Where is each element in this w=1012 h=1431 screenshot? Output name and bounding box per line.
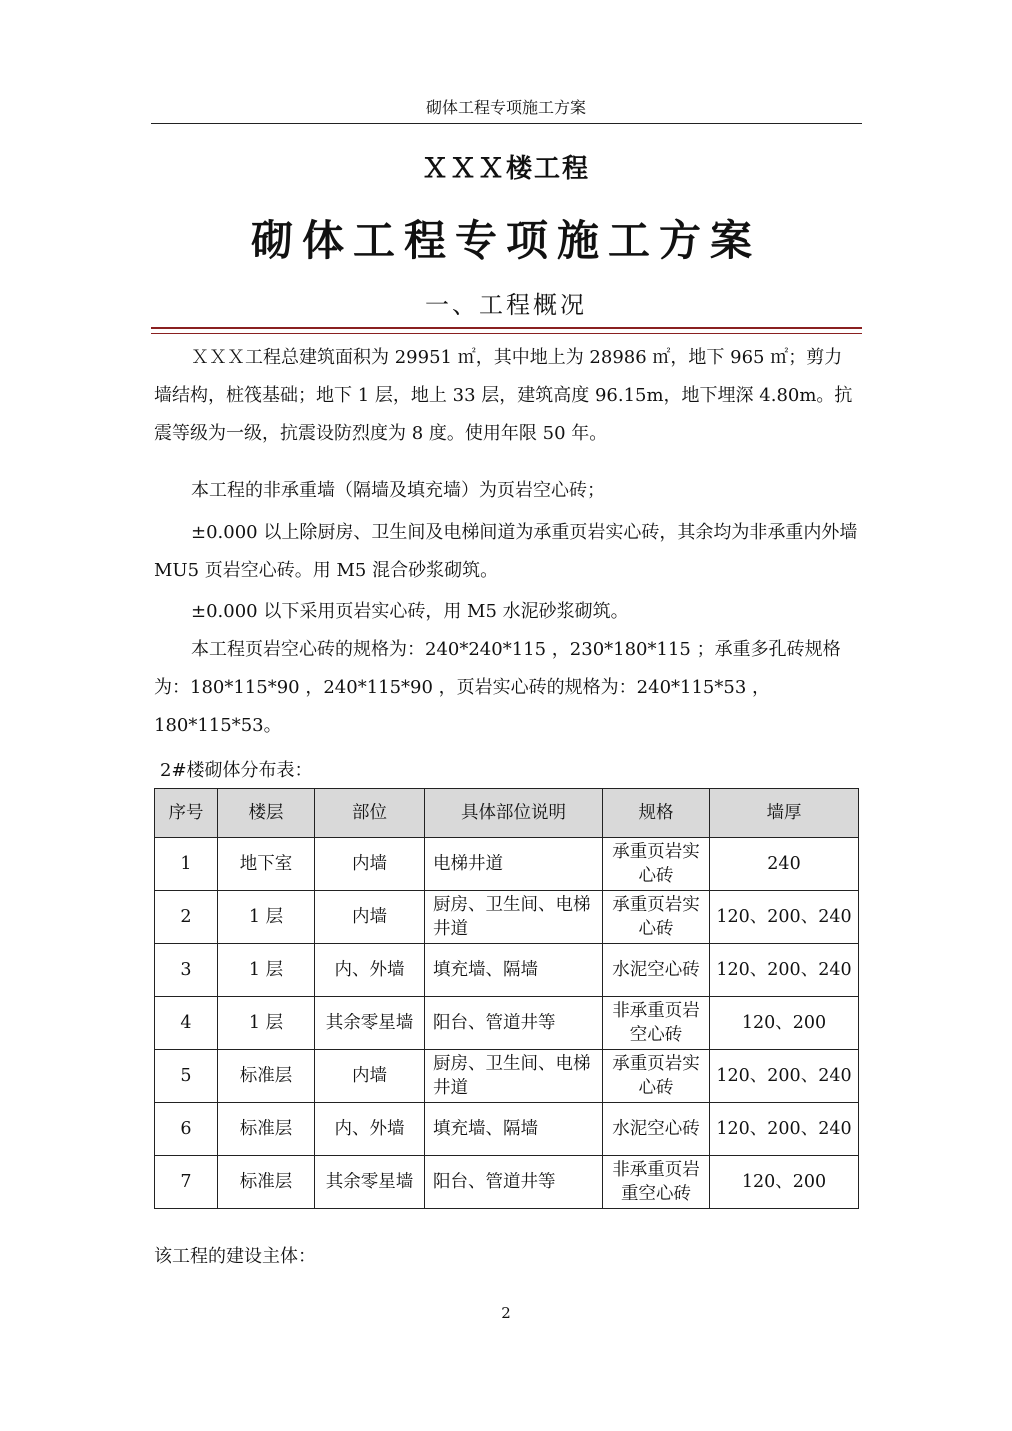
cell-thickness: 120、200 (710, 1156, 859, 1209)
paragraph-text: ±0.000 以上除厨房、卫生间及电梯间道为承重页岩实心砖，其余均为非承重内外墙 MU5 页岩空心砖。用 M5 混合砂浆砌筑。 (154, 522, 858, 581)
table-row (155, 1050, 859, 1103)
cell-spec: 非承重页岩重空心砖 (603, 1156, 710, 1209)
cell-floor: 1 层 (218, 891, 315, 944)
cell-index: 7 (155, 1156, 218, 1209)
cell-floor: 标准层 (218, 1050, 315, 1103)
header-cell-floor: 楼层 (218, 789, 315, 838)
cell-thickness: 120、200 (710, 997, 859, 1050)
paragraph-below-ground (154, 593, 860, 631)
paragraph-text: ＸＸＸ工程总建筑面积为 29951 ㎡，其中地上为 28986 ㎡，地下 965 ㎡；剪力墙结构，桩筏基础；地下 1 层，地上 33 层，建筑高度 96.15m，地下埋深 4.80m。抗震等级为一级，抗震设防烈度为 8 度。使用年限 50 年。 (154, 347, 853, 444)
cell-description: 电梯井道 (425, 838, 603, 891)
paragraph-text: ±0.000 以下采用页岩实心砖，用 M5 水泥砂浆砌筑。 (191, 601, 629, 622)
cell-index: 6 (155, 1103, 218, 1156)
paragraph-non-bearing (154, 472, 860, 510)
cell-index: 5 (155, 1050, 218, 1103)
table-row (155, 997, 859, 1050)
header-cell-thickness: 墙厚 (710, 789, 859, 838)
cell-location: 内墙 (315, 838, 425, 891)
cell-index: 2 (155, 891, 218, 944)
cell-index: 1 (155, 838, 218, 891)
paragraph-text: 该工程的建设主体： (154, 1246, 316, 1267)
masonry-distribution-table (154, 788, 859, 1209)
cell-spec: 水泥空心砖 (603, 1103, 710, 1156)
cell-floor: 标准层 (218, 1156, 315, 1209)
section-heading: 一、工程概况 (425, 291, 587, 319)
document-title: 砌体工程专项施工方案 (250, 216, 761, 265)
cell-spec: 水泥空心砖 (603, 944, 710, 997)
table-caption (160, 752, 866, 790)
table-row (155, 1103, 859, 1156)
caption-text: 2#楼砌体分布表： (160, 760, 313, 781)
table-row (155, 838, 859, 891)
cell-location: 内墙 (315, 1050, 425, 1103)
section-divider-thin (151, 333, 862, 334)
header-cell-index: 序号 (155, 789, 218, 838)
cell-location: 内、外墙 (315, 1103, 425, 1156)
cell-spec: 承重页岩实心砖 (603, 891, 710, 944)
header-divider (151, 123, 862, 124)
cell-location: 内、外墙 (315, 944, 425, 997)
running-header: 砌体工程专项施工方案 (425, 98, 586, 117)
header-cell-description: 具体部位说明 (425, 789, 603, 838)
cell-index: 4 (155, 997, 218, 1050)
cell-spec: 非承重页岩空心砖 (603, 997, 710, 1050)
cell-spec: 承重页岩实心砖 (603, 838, 710, 891)
header-cell-location: 部位 (315, 789, 425, 838)
paragraph-overview (154, 339, 860, 453)
cell-thickness: 120、200、240 (710, 1103, 859, 1156)
page-number: 2 (501, 1304, 511, 1322)
closing-line (154, 1238, 860, 1276)
cell-spec: 承重页岩实心砖 (603, 1050, 710, 1103)
paragraph-brick-specs (154, 631, 860, 745)
cell-description: 填充墙、隔墙 (425, 1103, 603, 1156)
cell-floor: 1 层 (218, 997, 315, 1050)
table-row (155, 891, 859, 944)
cell-index: 3 (155, 944, 218, 997)
table-row (155, 1156, 859, 1209)
cell-floor: 1 层 (218, 944, 315, 997)
section-divider-thick (151, 327, 862, 329)
cell-description: 填充墙、隔墙 (425, 944, 603, 997)
header-cell-spec: 规格 (603, 789, 710, 838)
paragraph-text: 本工程的非承重墙（隔墙及填充墙）为页岩空心砖； (191, 480, 605, 501)
cell-thickness: 120、200、240 (710, 1050, 859, 1103)
cell-floor: 标准层 (218, 1103, 315, 1156)
table-header-row (155, 789, 859, 838)
cell-description: 阳台、管道井等 (425, 1156, 603, 1209)
cell-location: 其余零星墙 (315, 1156, 425, 1209)
cell-description: 阳台、管道井等 (425, 997, 603, 1050)
paragraph-text: 本工程页岩空心砖的规格为：240*240*115 ，230*180*115 ；承重多孔砖规格为：180*115*90 ，240*115*90 ，页岩实心砖的规格为：240*115*53 ，180*115*53。 (154, 639, 841, 736)
cell-description: 厨房、卫生间、电梯井道 (425, 1050, 603, 1103)
cell-thickness: 120、200、240 (710, 944, 859, 997)
cell-thickness: 240 (710, 838, 859, 891)
table-row (155, 944, 859, 997)
cell-location: 其余零星墙 (315, 997, 425, 1050)
cell-description: 厨房、卫生间、电梯井道 (425, 891, 603, 944)
project-title: ＸＸＸ楼工程 (421, 154, 590, 184)
paragraph-above-ground (154, 514, 860, 590)
cell-thickness: 120、200、240 (710, 891, 859, 944)
cell-floor: 地下室 (218, 838, 315, 891)
cell-location: 内墙 (315, 891, 425, 944)
